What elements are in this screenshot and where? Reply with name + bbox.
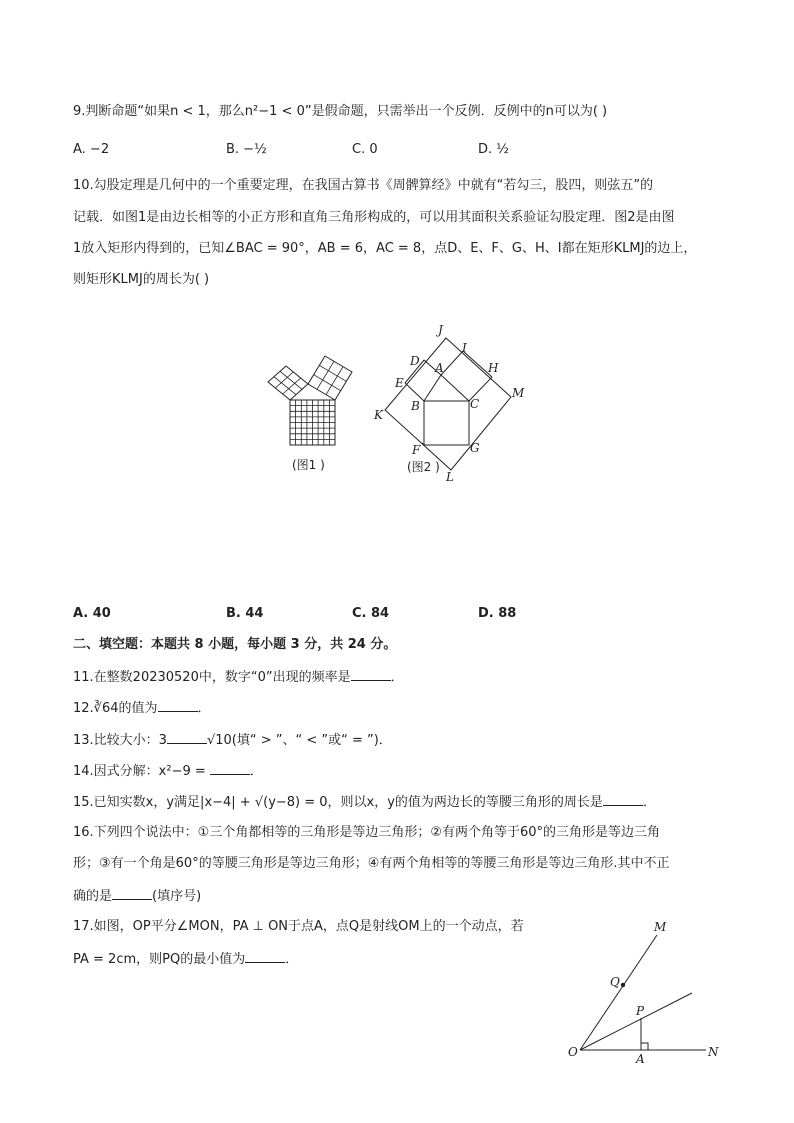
point-q-dot (621, 983, 625, 987)
q10-option-b: B. 44 (226, 606, 264, 621)
fig2-label-g: G (470, 441, 480, 455)
q15 (73, 793, 656, 811)
q16-end: (填序号) (152, 889, 202, 904)
fig2-label-h: H (488, 361, 499, 375)
q11-end: ． (390, 670, 404, 685)
section-2-heading: 二、填空题：本题共 8 小题，每小题 3 分，共 24 分。 (73, 637, 397, 652)
q13-end: √10(填“ > ”、“ < ”或“ = ”)． (206, 733, 392, 748)
fig2-label-e: E (395, 376, 404, 390)
q10-option-a: A. 40 (73, 606, 111, 621)
q17-label-q: Q (610, 975, 620, 989)
fig2-label-j: J (438, 323, 443, 337)
q16-text: 确的是 (73, 889, 113, 904)
fig2-label-k: K (374, 408, 383, 422)
q16-line-3 (73, 887, 201, 905)
q12-end: ． (197, 701, 211, 716)
fig2-label-l: L (446, 470, 454, 484)
q16-line-1: 16.下列四个说法中：①三个角都相等的三角形是等边三角形；②有两个角等于60°的三角形是等边三角 (73, 825, 661, 840)
q17-figure (580, 935, 706, 1050)
q10-option-c: C. 84 (352, 606, 390, 621)
q13-answer-blank[interactable] (167, 731, 207, 744)
fig2-label-i: I (462, 341, 467, 355)
q9-stem: 9.判断命题“如果n < 1，那么n²−1 < 0”是假命题，只需举出一个反例．反例中的n可以为( ) (73, 104, 608, 119)
q17-label-a: A (636, 1052, 645, 1066)
q9-option-c: C. 0 (352, 142, 378, 157)
q17-label-p: P (636, 1004, 645, 1018)
q16-answer-blank[interactable] (112, 887, 152, 900)
q15-end: ． (642, 795, 656, 810)
q11 (73, 668, 404, 686)
fig2-label-b: B (411, 399, 420, 413)
q17-label-m: M (654, 920, 667, 934)
q17-answer-blank[interactable] (245, 950, 285, 963)
fig2-label-m: M (512, 386, 525, 400)
q14 (73, 762, 263, 780)
q13-text: 13.比较大小：3 (73, 733, 167, 748)
q9-option-a: A. −2 (73, 142, 110, 157)
q10-line-1: 10.勾股定理是几何中的一个重要定理，在我国古算书《周髀算经》中就有“若勾三，股四，则弦五”的 (73, 178, 654, 193)
q10-line-2: 记载．如图1是由边长相等的小正方形和直角三角形构成的，可以用其面积关系验证勾股定理．图2是由图 (73, 210, 675, 225)
figure-1-caption: (图1 ) (292, 458, 325, 472)
q9-option-d: D. ½ (478, 142, 509, 157)
q17-label-n: N (708, 1045, 719, 1059)
q11-text: 11.在整数20230520中，数字“0”出现的频率是 (73, 670, 351, 685)
q17-line-2 (73, 950, 298, 968)
q17-text: PA = 2cm，则PQ的最小值为 (73, 952, 246, 967)
q17-line-1: 17.如图，OP平分∠MON，PA ⊥ ON于点A，点Q是射线OM上的一个动点，若 (73, 919, 524, 934)
figure-1 (268, 356, 352, 445)
fig2-label-d: D (410, 354, 420, 368)
q14-answer-blank[interactable] (210, 762, 250, 775)
fig2-label-a: A (435, 361, 444, 375)
q17-end: ． (285, 952, 299, 967)
q15-answer-blank[interactable] (603, 793, 643, 806)
fig2-label-f: F (412, 443, 421, 457)
q12 (73, 699, 211, 717)
q12-answer-blank[interactable] (158, 699, 198, 712)
q16-line-2: 形；③有一个角是60°的等腰三角形是等边三角形；④有两个角相等的等腰三角形是等边三角形.其中不正 (73, 856, 670, 871)
q10-option-d: D. 88 (478, 606, 517, 621)
q13 (73, 731, 392, 749)
q9-option-b: B. −½ (226, 142, 267, 157)
figure-2-caption: (图2 ) (407, 460, 440, 474)
q10-line-3: 1放入矩形内得到的，已知∠BAC = 90°，AB = 6，AC = 8，点D、E、F、G、H、I都在矩形KLMJ的边上， (73, 241, 697, 256)
fig2-label-c: C (470, 397, 480, 411)
q17-label-o: O (568, 1045, 578, 1059)
q14-end: ． (249, 764, 263, 779)
q11-answer-blank[interactable] (351, 668, 391, 681)
q10-line-4: 则矩形KLMJ的周长为( ) (73, 272, 210, 287)
q15-text: 15.已知实数x，y满足|x−4| + √(y−8) = 0，则以x，y的值为两边长的等腰三角形的周长是 (73, 795, 603, 810)
figure-2 (385, 338, 511, 470)
q14-text: 14.因式分解：x²−9 = (73, 764, 210, 779)
q12-text: 12.∛64的值为 (73, 701, 158, 716)
